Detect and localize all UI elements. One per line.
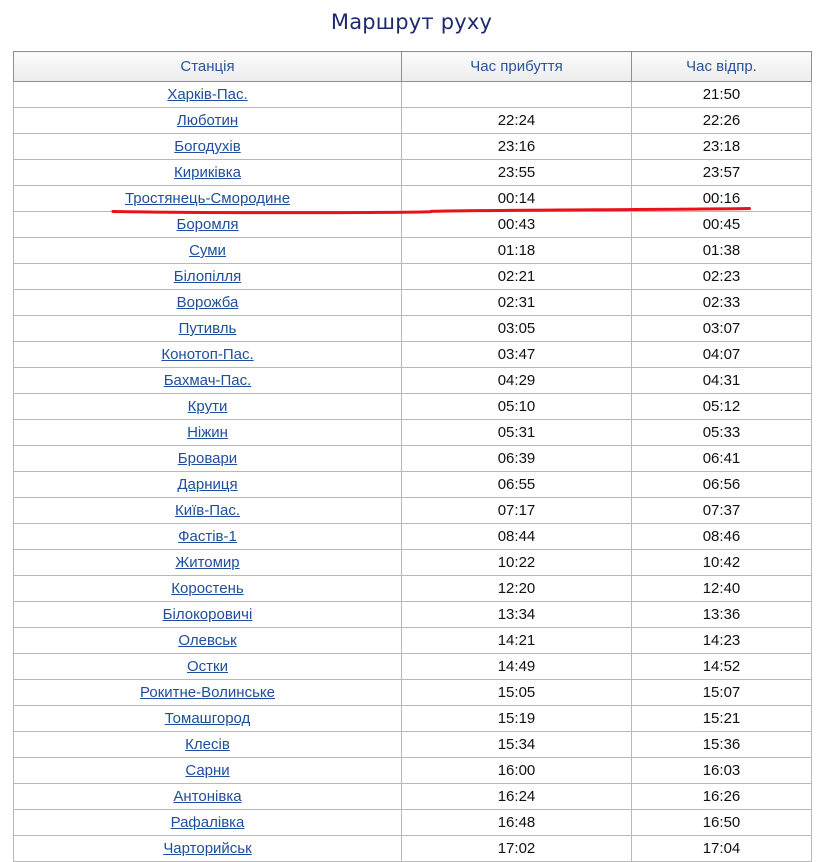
departure-time: 02:33	[632, 290, 812, 316]
arrival-time: 08:44	[402, 524, 632, 550]
table-row	[14, 654, 812, 680]
station-cell	[14, 420, 402, 446]
table-header-row	[14, 52, 812, 82]
station-cell	[14, 290, 402, 316]
arrival-time: 15:19	[402, 706, 632, 732]
station-cell	[14, 264, 402, 290]
arrival-time: 05:10	[402, 394, 632, 420]
station-cell	[14, 472, 402, 498]
station-cell	[14, 628, 402, 654]
station-cell	[14, 108, 402, 134]
arrival-time: 14:21	[402, 628, 632, 654]
station-cell	[14, 602, 402, 628]
departure-time: 23:18	[632, 134, 812, 160]
page-title: Маршрут руху	[330, 10, 493, 34]
table-row	[14, 290, 812, 316]
departure-time: 14:52	[632, 654, 812, 680]
station-cell	[14, 316, 402, 342]
station-cell	[14, 706, 402, 732]
station-link[interactable]: Рокитне-Волинське	[140, 684, 275, 701]
table-row	[14, 394, 812, 420]
table-row	[14, 498, 812, 524]
arrival-time: 00:14	[402, 186, 632, 212]
departure-time: 15:21	[632, 706, 812, 732]
arrival-time: 04:29	[402, 368, 632, 394]
departure-time: 22:26	[632, 108, 812, 134]
station-link[interactable]: Сарни	[185, 762, 230, 779]
departure-time: 23:57	[632, 160, 812, 186]
station-cell	[14, 680, 402, 706]
departure-time: 04:07	[632, 342, 812, 368]
arrival-time: 03:05	[402, 316, 632, 342]
station-link[interactable]: Боромля	[176, 216, 239, 233]
station-cell	[14, 524, 402, 550]
arrival-time: 06:39	[402, 446, 632, 472]
arrival-time: 10:22	[402, 550, 632, 576]
departure-time: 15:07	[632, 680, 812, 706]
station-link[interactable]: Рафалівка	[170, 814, 245, 831]
arrival-time: 16:00	[402, 758, 632, 784]
table-row	[14, 134, 812, 160]
station-cell	[14, 810, 402, 836]
station-link[interactable]: Клесів	[185, 736, 230, 753]
station-cell	[14, 368, 402, 394]
station-link[interactable]: Крути	[187, 398, 228, 415]
station-link[interactable]: Бровари	[177, 450, 238, 467]
table-row	[14, 342, 812, 368]
table-row	[14, 784, 812, 810]
column-header-departure: Час відпр.	[632, 52, 812, 82]
departure-time: 00:45	[632, 212, 812, 238]
departure-time: 10:42	[632, 550, 812, 576]
station-cell	[14, 238, 402, 264]
station-cell	[14, 82, 402, 108]
station-link[interactable]: Білокоровичі	[162, 606, 253, 623]
arrival-time: 16:48	[402, 810, 632, 836]
departure-time: 07:37	[632, 498, 812, 524]
station-link[interactable]: Томашгород	[164, 710, 251, 727]
departure-time: 13:36	[632, 602, 812, 628]
station-link[interactable]: Люботин	[176, 112, 239, 129]
departure-time: 04:31	[632, 368, 812, 394]
table-row	[14, 264, 812, 290]
arrival-time: 14:49	[402, 654, 632, 680]
station-cell	[14, 550, 402, 576]
arrival-time: 23:16	[402, 134, 632, 160]
station-cell	[14, 576, 402, 602]
station-cell	[14, 498, 402, 524]
arrival-time: 03:47	[402, 342, 632, 368]
departure-time: 21:50	[632, 82, 812, 108]
table-row	[14, 82, 812, 108]
table-row	[14, 680, 812, 706]
departure-time: 02:23	[632, 264, 812, 290]
station-link[interactable]: Кириківка	[174, 164, 241, 181]
station-cell	[14, 758, 402, 784]
arrival-time: 12:20	[402, 576, 632, 602]
arrival-time: 13:34	[402, 602, 632, 628]
arrival-time	[402, 82, 632, 108]
station-link[interactable]: Ніжин	[187, 424, 228, 441]
table-row	[14, 160, 812, 186]
table-row	[14, 186, 812, 212]
station-cell	[14, 212, 402, 238]
arrival-time: 15:34	[402, 732, 632, 758]
arrival-time: 02:31	[402, 290, 632, 316]
departure-time: 08:46	[632, 524, 812, 550]
departure-time: 06:41	[632, 446, 812, 472]
station-link[interactable]: Бахмач-Пас.	[163, 372, 252, 389]
station-cell	[14, 186, 402, 212]
station-cell	[14, 784, 402, 810]
station-cell	[14, 654, 402, 680]
station-link[interactable]: Суми	[189, 242, 226, 259]
arrival-time: 05:31	[402, 420, 632, 446]
departure-time: 14:23	[632, 628, 812, 654]
station-link[interactable]: Тростянець-Смородине	[124, 190, 291, 207]
departure-time: 16:03	[632, 758, 812, 784]
table-row	[14, 238, 812, 264]
departure-time: 06:56	[632, 472, 812, 498]
departure-time: 12:40	[632, 576, 812, 602]
station-link[interactable]: Путивль	[178, 320, 237, 337]
station-link[interactable]: Антонівка	[173, 788, 242, 805]
station-link[interactable]: Богодухів	[174, 138, 241, 155]
station-cell	[14, 160, 402, 186]
arrival-time: 17:02	[402, 836, 632, 862]
table-row	[14, 420, 812, 446]
departure-time: 16:26	[632, 784, 812, 810]
arrival-time: 02:21	[402, 264, 632, 290]
table-row	[14, 316, 812, 342]
table-row	[14, 576, 812, 602]
station-link[interactable]: Фастів-1	[178, 528, 237, 545]
column-header-arrival: Час прибуття	[402, 52, 632, 82]
station-link[interactable]: Олевськ	[178, 632, 237, 649]
table-row	[14, 550, 812, 576]
station-cell	[14, 732, 402, 758]
station-cell	[14, 836, 402, 862]
station-link[interactable]: Дарниця	[177, 476, 238, 493]
station-cell	[14, 134, 402, 160]
departure-time: 05:33	[632, 420, 812, 446]
arrival-time: 06:55	[402, 472, 632, 498]
station-link[interactable]: Київ-Пас.	[174, 502, 241, 519]
departure-time: 16:50	[632, 810, 812, 836]
table-row	[14, 706, 812, 732]
arrival-time: 22:24	[402, 108, 632, 134]
station-link[interactable]: Чарторийськ	[163, 840, 252, 857]
table-row	[14, 628, 812, 654]
arrival-time: 16:24	[402, 784, 632, 810]
table-row	[14, 836, 812, 862]
route-table	[13, 51, 812, 862]
table-row	[14, 212, 812, 238]
departure-time: 05:12	[632, 394, 812, 420]
route-table-body	[14, 82, 812, 862]
station-link[interactable]: Житомир	[175, 554, 240, 571]
station-link[interactable]: Остки	[187, 658, 228, 675]
table-row	[14, 758, 812, 784]
station-link[interactable]: Конотоп-Пас.	[161, 346, 254, 363]
arrival-time: 00:43	[402, 212, 632, 238]
table-row	[14, 446, 812, 472]
table-row	[14, 472, 812, 498]
departure-time: 00:16	[632, 186, 812, 212]
arrival-time: 01:18	[402, 238, 632, 264]
station-link[interactable]: Коростень	[171, 580, 244, 597]
station-cell	[14, 342, 402, 368]
table-row	[14, 602, 812, 628]
column-header-station: Станція	[14, 52, 402, 82]
departure-time: 17:04	[632, 836, 812, 862]
departure-time: 01:38	[632, 238, 812, 264]
table-row	[14, 524, 812, 550]
table-row	[14, 810, 812, 836]
arrival-time: 15:05	[402, 680, 632, 706]
table-row	[14, 732, 812, 758]
arrival-time: 23:55	[402, 160, 632, 186]
station-cell	[14, 394, 402, 420]
table-row	[14, 108, 812, 134]
station-cell	[14, 446, 402, 472]
departure-time: 15:36	[632, 732, 812, 758]
station-link[interactable]: Білопілля	[173, 268, 242, 285]
departure-time: 03:07	[632, 316, 812, 342]
arrival-time: 07:17	[402, 498, 632, 524]
station-link[interactable]: Харків-Пас.	[167, 86, 248, 103]
station-link[interactable]: Ворожба	[176, 294, 239, 311]
table-row	[14, 368, 812, 394]
